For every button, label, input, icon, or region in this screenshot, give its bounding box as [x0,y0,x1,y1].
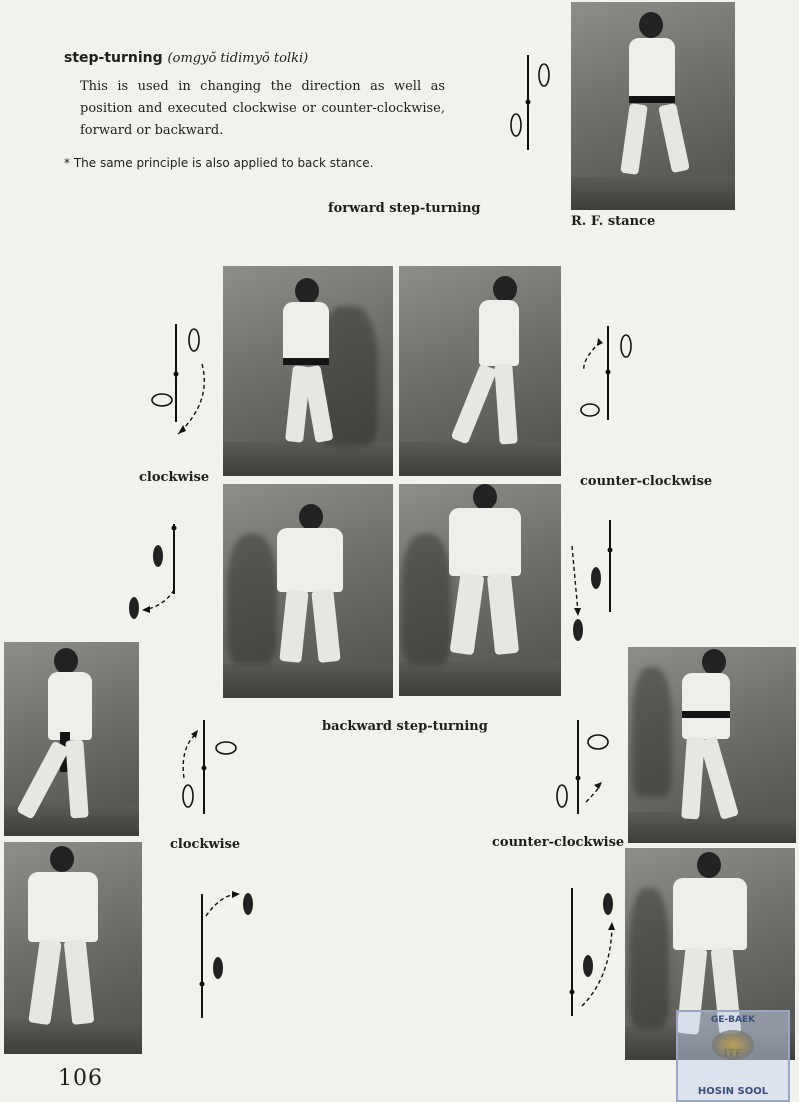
watermark-logo [676,1010,790,1102]
watermark-bottom-text: HOSIN SOOL [697,1086,769,1097]
heading-backward-step-turning: backward step-turning [322,719,488,734]
photo-forward-3 [223,484,393,698]
caption-backward-clockwise: clockwise [170,837,241,852]
section-note: * The same principle is also applied to back stance. [64,156,374,170]
backward-counter-diagram-bottom [560,882,630,1022]
watermark-top-text: GE-BAEK [710,1015,756,1025]
photo-backward-left-1 [4,642,139,836]
forward-clockwise-diagram-top [140,322,220,442]
section-title-korean: (omgyŏ tidimyŏ tolki) [167,51,309,66]
forward-counter-diagram-bottom [566,520,626,650]
photo-rf-stance [571,2,735,210]
forward-counter-diagram-top [570,320,640,430]
heading-forward-step-turning: forward step-turning [328,201,481,216]
caption-backward-counter-clockwise: counter-clockwise [492,835,625,850]
photo-backward-left-2 [4,842,142,1054]
photo-backward-right-1 [628,647,796,843]
backward-counter-diagram-top [548,718,618,818]
caption-forward-clockwise: clockwise [139,470,210,485]
emblem-icon [712,1030,754,1060]
section-title: step-turning (omgyŏ tidimyŏ tolki) [64,50,309,66]
section-paragraph: This is used in changing the direction as well as position and executed clockwise or counter-clockwise, forward or backward. [80,79,445,138]
caption-forward-counter-clockwise: counter-clockwise [580,474,713,489]
caption-rf-stance: R. F. stance [571,214,656,229]
forward-clockwise-diagram-bottom [120,520,200,630]
page-number: 106 [58,1066,103,1091]
photo-forward-2 [399,266,561,476]
backward-clockwise-diagram-top [170,718,250,818]
rf-stance-footprint-diagram [500,55,560,155]
backward-clockwise-diagram-bottom [190,880,270,1020]
photo-forward-4 [399,484,561,696]
photo-forward-1 [223,266,393,476]
